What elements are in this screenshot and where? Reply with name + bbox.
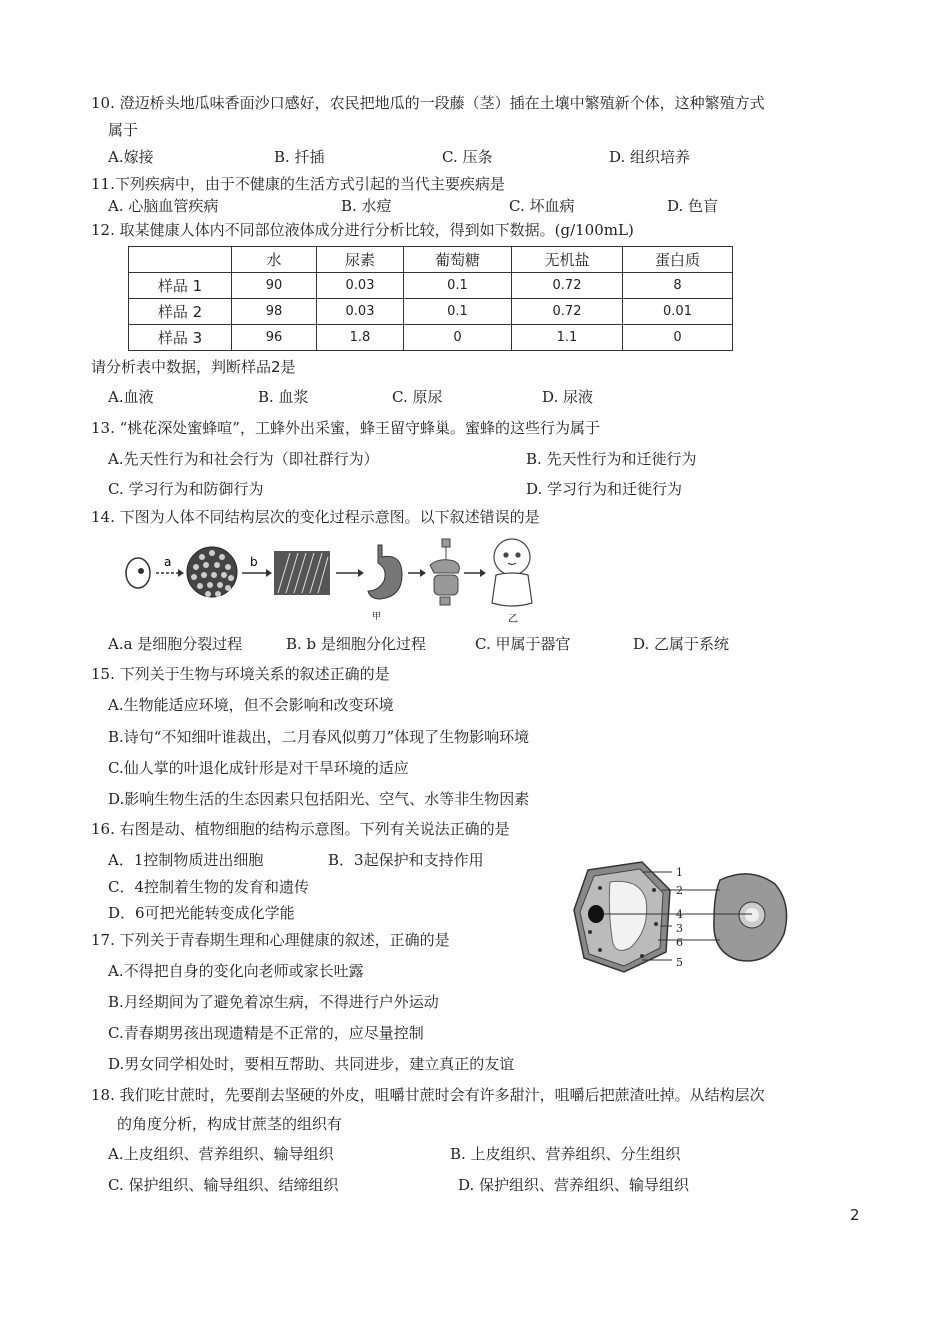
- q13-option-d: D. 学习行为和迁徙行为: [526, 480, 683, 498]
- animal-cell-icon: [714, 874, 787, 961]
- table-row: [129, 299, 733, 325]
- baby-icon: [492, 539, 532, 606]
- q16-option-a: A．1控制物质进出细胞: [108, 851, 264, 869]
- arrow-label-a: a: [164, 555, 172, 569]
- q11-option-a: A. 心脑血管疾病: [108, 197, 219, 215]
- cell-label-1: 1: [676, 866, 683, 879]
- q17-option-c: C.青春期男孩出现遗精是不正常的，应尽量控制: [108, 1024, 424, 1042]
- table-cell: 0: [404, 325, 512, 351]
- arrow-label-b: b: [250, 555, 258, 569]
- q10-option-c: C. 压条: [442, 148, 493, 166]
- q14-option-a: A.a 是细胞分裂过程: [108, 635, 243, 653]
- q18-option-d: D. 保护组织、营养组织、输导组织: [458, 1176, 690, 1194]
- q15-stem: 15. 下列关于生物与环境关系的叙述正确的是: [91, 665, 390, 683]
- q16-option-d: D．6可把光能转变成化学能: [108, 904, 295, 922]
- q16-option-c: C．4控制着生物的发育和遗传: [108, 878, 310, 896]
- table-cell: 0.03: [317, 299, 404, 325]
- q17-option-a: A.不得把自身的变化向老师或家长吐露: [108, 962, 364, 980]
- q12-option-a: A.血液: [108, 388, 154, 406]
- q10-option-d: D. 组织培养: [609, 148, 691, 166]
- page-number: 2: [850, 1206, 860, 1224]
- tissue-icon: [274, 551, 330, 595]
- table-cell: 1.1: [512, 325, 623, 351]
- table-header-cell: 水: [232, 247, 317, 273]
- q13-option-b: B. 先天性行为和迁徙行为: [526, 450, 697, 468]
- table-header-cell: 尿素: [317, 247, 404, 273]
- stomach-icon: [368, 545, 402, 599]
- q12-question: 请分析表中数据，判断样品2是: [91, 358, 296, 376]
- table-cell: 0: [623, 325, 733, 351]
- table-header-cell: 葡萄糖: [404, 247, 512, 273]
- q14-development-figure: [120, 535, 560, 630]
- table-row: [129, 273, 733, 299]
- q11-stem: 11.下列疾病中，由于不健康的生活方式引起的当代主要疾病是: [91, 175, 505, 193]
- table-cell: 0.1: [404, 299, 512, 325]
- table-cell: 8: [623, 273, 733, 299]
- q11-option-b: B. 水痘: [341, 197, 392, 215]
- table-cell: 0.1: [404, 273, 512, 299]
- q11-option-c: C. 坏血病: [509, 197, 575, 215]
- table-cell: 0.01: [623, 299, 733, 325]
- q12-option-d: D. 尿液: [542, 388, 594, 406]
- q18-stem-line2: 的角度分析，构成甘蔗茎的组织有: [117, 1115, 343, 1133]
- row-label: 样品 1: [129, 273, 232, 299]
- cell-label-2: 2: [676, 884, 683, 897]
- cell-label-5: 5: [676, 956, 683, 969]
- table-cell: 0.72: [512, 273, 623, 299]
- plant-cell-icon: [574, 862, 670, 972]
- q13-stem: 13. “桃花深处蜜蜂喧”，工蜂外出采蜜，蜂王留守蜂巢。蜜蜂的这些行为属于: [91, 419, 600, 437]
- q15-option-d: D.影响生物生活的生态因素只包括阳光、空气、水等非生物因素: [108, 790, 530, 808]
- q17-option-d: D.男女同学相处时，要相互帮助、共同进步，建立真正的友谊: [108, 1055, 515, 1073]
- table-header-cell: 蛋白质: [623, 247, 733, 273]
- q12-option-c: C. 原尿: [392, 388, 443, 406]
- table-header-cell: [129, 247, 232, 273]
- table-header-cell: 无机盐: [512, 247, 623, 273]
- digestive-system-icon: [430, 539, 459, 605]
- q18-option-c: C. 保护组织、输导组织、结缔组织: [108, 1176, 339, 1194]
- q10-stem-line1: 10. 澄迈桥头地瓜味香面沙口感好，农民把地瓜的一段藤（茎）插在土壤中繁殖新个体，这种繁殖方式: [91, 94, 765, 112]
- table-row: [129, 325, 733, 351]
- q17-stem: 17. 下列关于青春期生理和心理健康的叙述，正确的是: [91, 931, 450, 949]
- q17-option-b: B.月经期间为了避免着凉生病，不得进行户外运动: [108, 993, 439, 1011]
- table-header-row: [129, 247, 733, 273]
- cell-icon: [126, 558, 150, 588]
- cell-label-3: 3: [676, 922, 683, 935]
- q15-option-c: C.仙人掌的叶退化成针形是对干旱环境的适应: [108, 759, 409, 777]
- q12-data-table: [128, 246, 733, 351]
- q15-option-b: B.诗句“不知细叶谁裁出，二月春风似剪刀”体现了生物影响环境: [108, 728, 530, 746]
- q13-option-a: A.先天性行为和社会行为（即社群行为）: [108, 450, 379, 468]
- q12-stem: 12. 取某健康人体内不同部位液体成分进行分析比较，得到如下数据。(g/100mL): [91, 221, 634, 239]
- q11-option-d: D. 色盲: [667, 197, 719, 215]
- q14-option-c: C. 甲属于器官: [475, 635, 571, 653]
- table-cell: 0.72: [512, 299, 623, 325]
- q15-option-a: A.生物能适应环境，但不会影响和改变环境: [108, 696, 394, 714]
- q10-stem-line2: 属于: [108, 121, 139, 139]
- q14-stem: 14. 下图为人体不同结构层次的变化过程示意图。以下叙述错误的是: [91, 508, 540, 526]
- q18-option-a: A.上皮组织、营养组织、输导组织: [108, 1145, 334, 1163]
- q16-cell-structure-figure: [570, 860, 800, 978]
- row-label: 样品 2: [129, 299, 232, 325]
- q18-stem-line1: 18. 我们吃甘蔗时，先要削去坚硬的外皮，咀嚼甘蔗时会有许多甜汁，咀嚼后把蔗渣吐掉。从结构层次: [91, 1086, 765, 1104]
- q10-option-b: B. 扦插: [274, 148, 325, 166]
- q13-option-c: C. 学习行为和防御行为: [108, 480, 264, 498]
- q12-option-b: B. 血浆: [258, 388, 309, 406]
- row-label: 样品 3: [129, 325, 232, 351]
- table-cell: 0.03: [317, 273, 404, 299]
- label-jia: 甲: [372, 612, 382, 622]
- table-cell: 1.8: [317, 325, 404, 351]
- label-yi: 乙: [508, 614, 518, 625]
- q10-option-a: A.嫁接: [108, 148, 154, 166]
- table-cell: 98: [232, 299, 317, 325]
- table-cell: 90: [232, 273, 317, 299]
- cell-label-4: 4: [676, 908, 683, 921]
- q14-option-d: D. 乙属于系统: [633, 635, 730, 653]
- cell-label-6: 6: [676, 936, 683, 949]
- table-cell: 96: [232, 325, 317, 351]
- q16-stem: 16. 右图是动、植物细胞的结构示意图。下列有关说法正确的是: [91, 820, 510, 838]
- q18-option-b: B. 上皮组织、营养组织、分生组织: [450, 1145, 681, 1163]
- q14-option-b: B. b 是细胞分化过程: [286, 635, 426, 653]
- q16-option-b: B．3起保护和支持作用: [328, 851, 484, 869]
